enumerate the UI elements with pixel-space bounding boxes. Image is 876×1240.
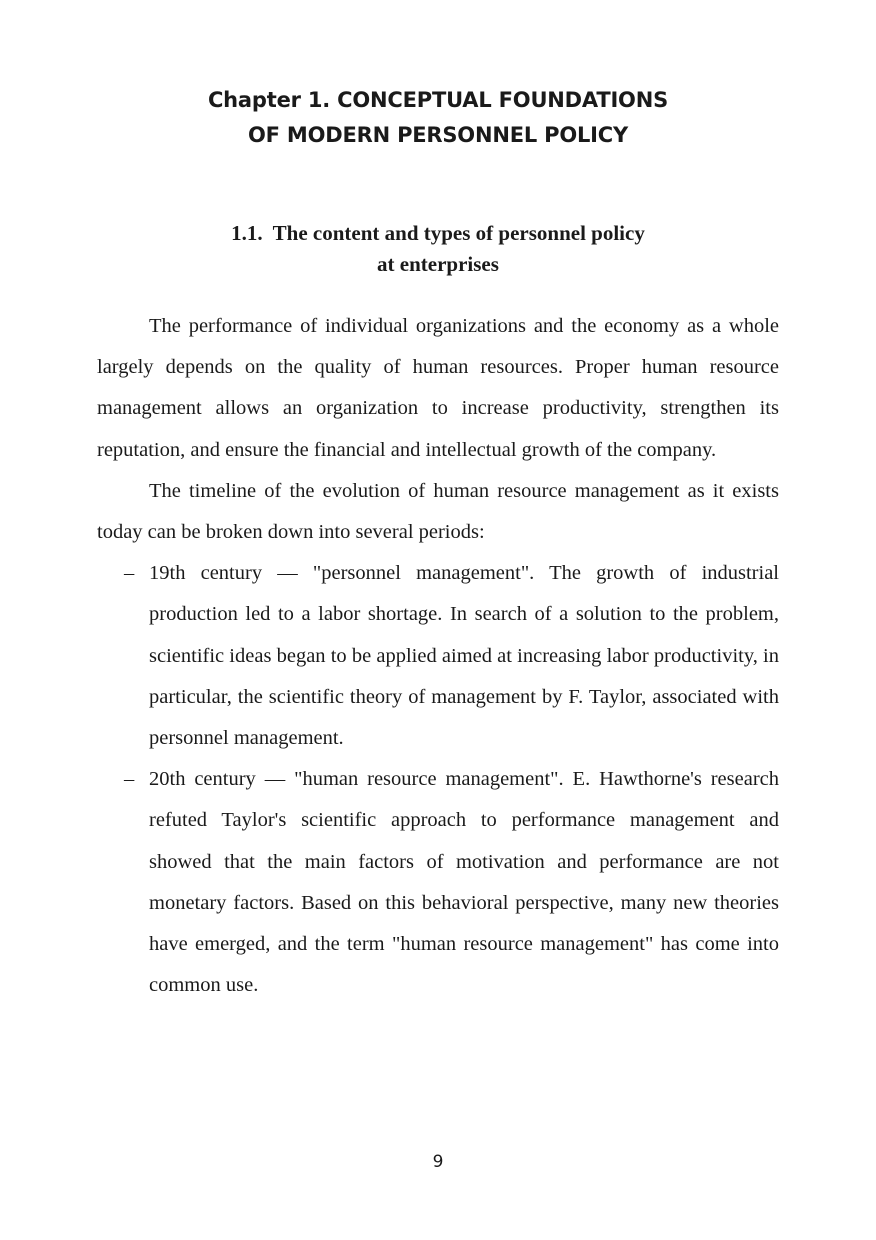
- paragraph-1: The performance of individual organizations and the economy as a whole largely depends on the quality of human resources. Proper human resource management allows an organization to increase productivity, strengthen its reputation, and ensure the financial and intellectual growth of the company.: [97, 315, 779, 461]
- chapter-title-line-1: Chapter 1. CONCEPTUAL FOUNDATIONS: [207, 88, 669, 112]
- chapter-title-line-2: OF MODERN PERSONNEL POLICY: [247, 123, 629, 147]
- section-title-line-1: The content and types of personnel policy: [272, 221, 645, 245]
- list-item-text: 20th century — "human resource management". E. Hawthorne's research refuted Taylor's scientific approach to performance management and showed that the main factors of motivation and performance are not monetary factors. Based on this behavioral perspective, many new theories have emerged, and the term "human resource management" has come into common use.: [149, 768, 779, 997]
- section-title: [97, 218, 779, 280]
- section-number: 1.1.: [231, 221, 263, 245]
- list-dash: –: [124, 768, 135, 791]
- list-dash: –: [124, 562, 135, 585]
- list-item-text: 19th century — "personnel management". The growth of industrial production led to a labor shortage. In search of a solution to the problem, scientific ideas began to be applied aimed at increasing labor productivity, in particular, the scientific theory of management by F. Taylor, associated with personnel management.: [149, 562, 779, 750]
- chapter-title: [97, 83, 779, 153]
- list-item: [97, 759, 779, 1006]
- periods-list: [97, 553, 779, 1006]
- list-item: [97, 553, 779, 759]
- page-number: 9: [432, 1152, 444, 1172]
- section-title-line-2: at enterprises: [377, 252, 499, 276]
- body-text: [97, 306, 779, 1006]
- paragraph-2: The timeline of the evolution of human resource management as it exists today can be broken down into several periods:: [97, 479, 779, 544]
